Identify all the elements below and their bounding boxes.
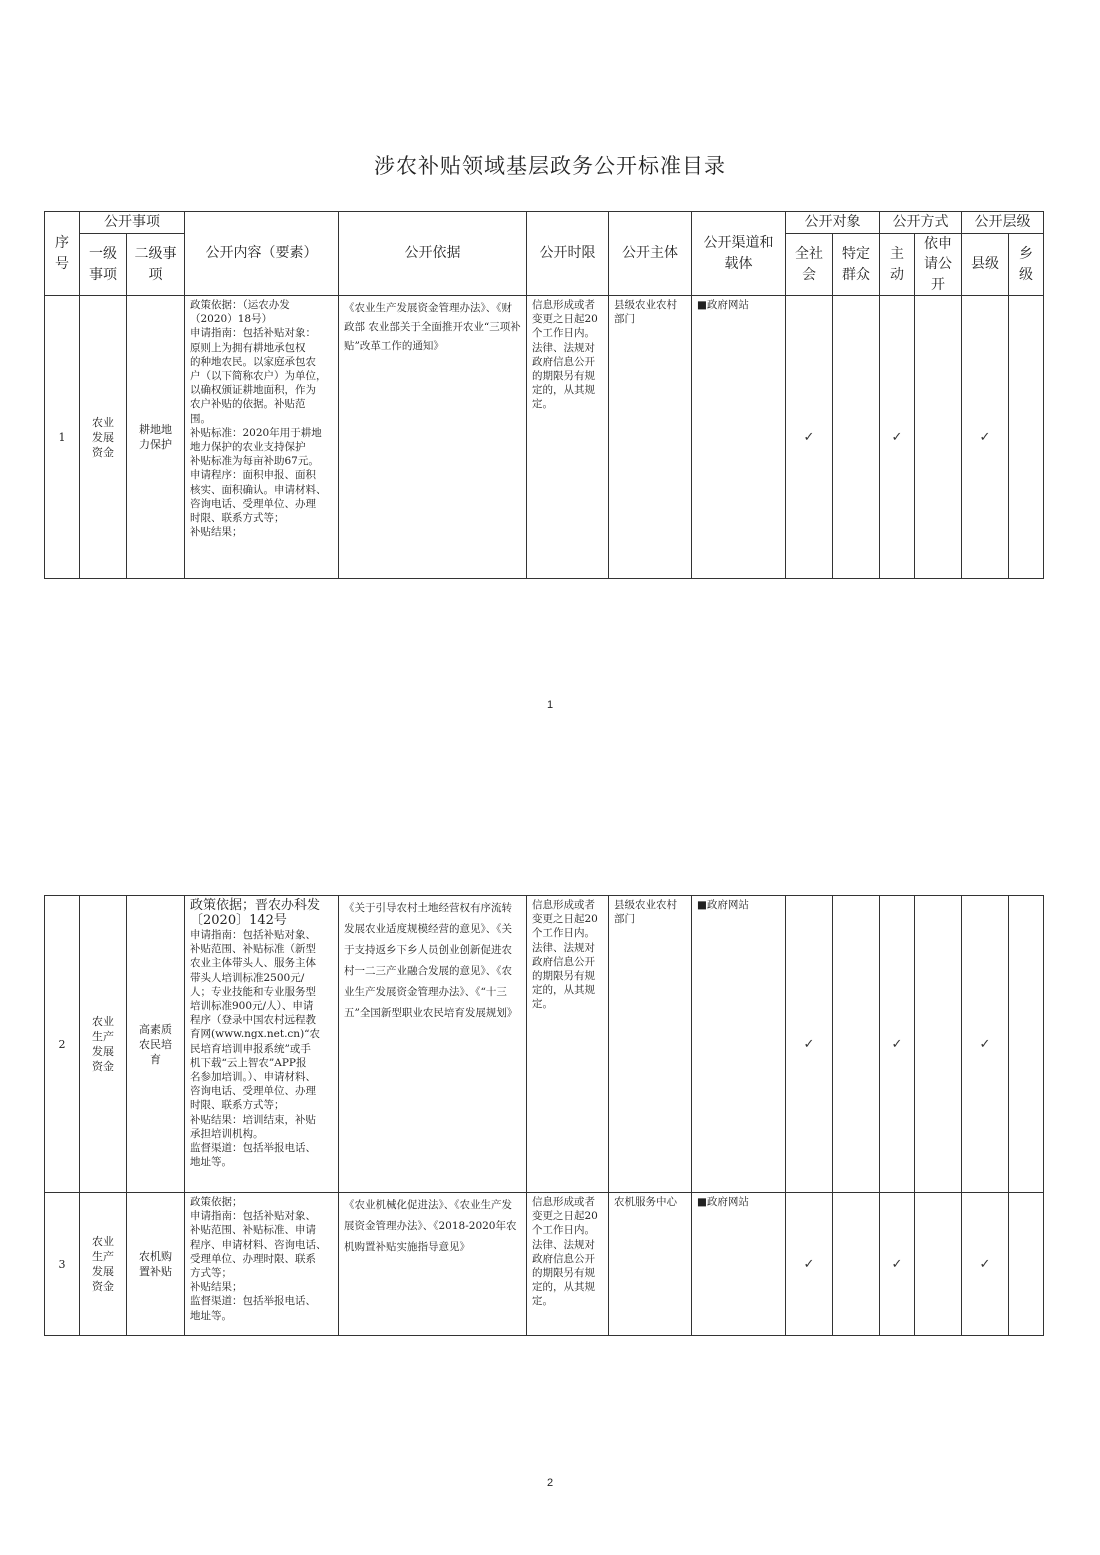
content-line: 申请指南：包括补贴对象、: [190, 1210, 316, 1223]
catalog-table-page-2: [44, 895, 1044, 1336]
row-level2: 农机购 置补贴: [127, 1193, 185, 1336]
header-level2: 二级事 项: [127, 234, 185, 296]
content-line: 咨询电话、受理单位、办理: [190, 1085, 316, 1098]
check-active: ✓: [880, 1193, 915, 1336]
table-row: [45, 296, 1044, 579]
header-subject: 公开主体: [609, 212, 692, 296]
content-line: 申请指南：包括补贴对象、: [190, 929, 316, 941]
content-line: 原则上为拥有耕地承包权: [190, 341, 306, 354]
content-line: 地址等。: [190, 1309, 232, 1322]
header-time-limit: 公开时限: [527, 212, 609, 296]
header-matter-group: 公开事项: [80, 212, 185, 234]
row-seq: 1: [45, 296, 80, 579]
row-content: [185, 1193, 339, 1336]
content-head: 政策依据；晋农办科发 〔2020〕142号: [190, 898, 321, 928]
row-time-limit: 信息形成或者变更之日起20个工作日内。法律、法规对政府信息公开的期限另有规定的，从其规定。: [527, 296, 609, 579]
row-level2: 高素质 农民培 育: [127, 896, 185, 1193]
content-line: 补贴范围、补贴标准（新型: [190, 943, 316, 956]
content-line: 的种地农民。以家庭承包农: [190, 355, 316, 368]
row-content: [185, 296, 339, 579]
content-line: 方式等；: [190, 1267, 232, 1280]
content-line: 机下载“云上智农”APP报: [190, 1056, 307, 1069]
check-all-society: ✓: [786, 296, 833, 579]
row-subject: 农机服务中心: [609, 1193, 692, 1336]
content-line: 农户补贴的依据。补贴范: [190, 398, 306, 411]
content-line: 监督渠道：包括举报电话、: [190, 1142, 316, 1155]
header-object-group: 公开对象: [786, 212, 880, 234]
content-line: 以确权颁证耕地面积，作为: [190, 384, 316, 397]
content-line: 育网(www.ngx.net.cn)“农: [190, 1028, 321, 1041]
header-on-request: 依申 请公 开: [915, 234, 962, 296]
content-line: 政策依据；: [190, 1196, 243, 1208]
content-line: 补贴标准：2020年用于耕地: [190, 426, 322, 439]
content-line: 人；专业技能和专业服务型: [190, 985, 316, 998]
empty-township: [1009, 896, 1044, 1193]
content-line: （2020）18号）: [190, 313, 273, 326]
row-seq: 3: [45, 1193, 80, 1336]
empty-on-request: [915, 896, 962, 1193]
content-line: 核实、面积确认。申请材料、: [190, 483, 327, 496]
header-content: 公开内容（要素）: [185, 212, 339, 296]
content-line: 围。: [190, 412, 211, 425]
check-all-society: ✓: [786, 896, 833, 1193]
content-line: 地址等。: [190, 1156, 232, 1169]
row-channel: ■政府网站: [692, 1193, 786, 1336]
header-all-society: 全社 会: [786, 234, 833, 296]
check-county: ✓: [962, 896, 1009, 1193]
content-line: 补贴结果；: [190, 526, 243, 539]
check-active: ✓: [880, 296, 915, 579]
header-level-group: 公开层级: [962, 212, 1044, 234]
catalog-table-page-1: [44, 211, 1044, 579]
content-line: 户（以下简称农户）为单位，: [190, 370, 327, 383]
row-level1: 农业 生产 发展 资金: [80, 1193, 127, 1336]
content-line: 监督渠道：包括举报电话、: [190, 1295, 316, 1308]
header-basis: 公开依据: [339, 212, 527, 296]
content-line: 培训标准900元/人）、申请: [190, 1000, 314, 1013]
header-township: 乡 级: [1009, 234, 1044, 296]
empty-specific-groups: [833, 296, 880, 579]
content-line: 带头人培训标准2500元/: [190, 971, 305, 984]
document-title: 涉农补贴领域基层政务公开标准目录: [374, 154, 726, 178]
empty-on-request: [915, 296, 962, 579]
row-seq: 2: [45, 896, 80, 1193]
content-line: 时限、联系方式等；: [190, 1099, 285, 1112]
header-county: 县级: [962, 234, 1009, 296]
content-line: 承担培训机构。: [190, 1127, 264, 1140]
content-line: 申请指南：包括补贴对象：: [190, 327, 316, 340]
row-subject: 县级农业农村部门: [609, 296, 692, 579]
row-level1: 农业 生产 发展 资金: [80, 896, 127, 1193]
row-level1: 农业 发展 资金: [80, 296, 127, 579]
content-line: 民培育培训申报系统”或手: [190, 1042, 311, 1055]
row-channel: ■政府网站: [692, 896, 786, 1193]
row-subject: 县级农业农村部门: [609, 896, 692, 1193]
table-row: [45, 1193, 1044, 1336]
page-number: 1: [546, 699, 554, 711]
row-basis: 《关于引导农村土地经营权有序流转发展农业适度规模经营的意见》、《关于支持返乡下乡人员创业创新促进农村一二三产业融合发展的意见》、《农业生产发展资金管理办法》、《“十三五”全国新型职业农民培育发展规划》: [339, 896, 527, 1193]
content-line: 补贴结果：培训结束，补贴: [190, 1113, 316, 1126]
content-line: 政策依据：（运农办发: [190, 299, 290, 311]
content-line: 农业主体带头人、服务主体: [190, 957, 316, 970]
empty-on-request: [915, 1193, 962, 1336]
check-county: ✓: [962, 296, 1009, 579]
header-active: 主 动: [880, 234, 915, 296]
content-line: 咨询电话、受理单位、办理: [190, 497, 316, 510]
header-specific-groups: 特定 群众: [833, 234, 880, 296]
empty-specific-groups: [833, 896, 880, 1193]
check-active: ✓: [880, 896, 915, 1193]
empty-township: [1009, 296, 1044, 579]
row-level2: 耕地地 力保护: [127, 296, 185, 579]
header-channel: 公开渠道和 载体: [692, 212, 786, 296]
header-level1: 一级 事项: [80, 234, 127, 296]
empty-township: [1009, 1193, 1044, 1336]
content-line: 补贴标准为每亩补助67元。: [190, 455, 319, 468]
row-basis: 《农业生产发展资金管理办法》、《财政部 农业部关于全面推开农业“三项补贴”改革工作的通知》: [339, 296, 527, 579]
row-channel: ■政府网站: [692, 296, 786, 579]
header-method-group: 公开方式: [880, 212, 962, 234]
content-line: 程序（登录中国农村远程教: [190, 1014, 316, 1027]
content-line: 受理单位、办理时限、联系: [190, 1252, 316, 1265]
content-line: 名参加培训。）、申请材料、: [190, 1071, 316, 1084]
row-content: [185, 896, 339, 1193]
row-basis: 《农业机械化促进法》、《农业生产发展资金管理办法》、《2018-2020年农机购置补贴实施指导意见》: [339, 1193, 527, 1336]
page-number: 2: [546, 1477, 554, 1489]
check-county: ✓: [962, 1193, 1009, 1336]
row-time-limit: 信息形成或者变更之日起20个工作日内。法律、法规对政府信息公开的期限另有规定的，从其规定。: [527, 1193, 609, 1336]
table-row: [45, 896, 1044, 1193]
row-time-limit: 信息形成或者变更之日起20个工作日内。法律、法规对政府信息公开的期限另有规定的，从其规定。: [527, 896, 609, 1193]
content-line: 时限、联系方式等；: [190, 512, 285, 525]
header-seq: 序 号: [45, 212, 80, 296]
content-line: 程序、申请材料、咨询电话、: [190, 1238, 327, 1251]
empty-specific-groups: [833, 1193, 880, 1336]
check-all-society: ✓: [786, 1193, 833, 1336]
content-line: 申请程序：面积申报、面积: [190, 469, 316, 482]
content-line: 补贴范围、补贴标准、申请: [190, 1224, 316, 1237]
content-line: 补贴结果；: [190, 1281, 243, 1294]
content-line: 地力保护的农业支持保护: [190, 441, 306, 454]
